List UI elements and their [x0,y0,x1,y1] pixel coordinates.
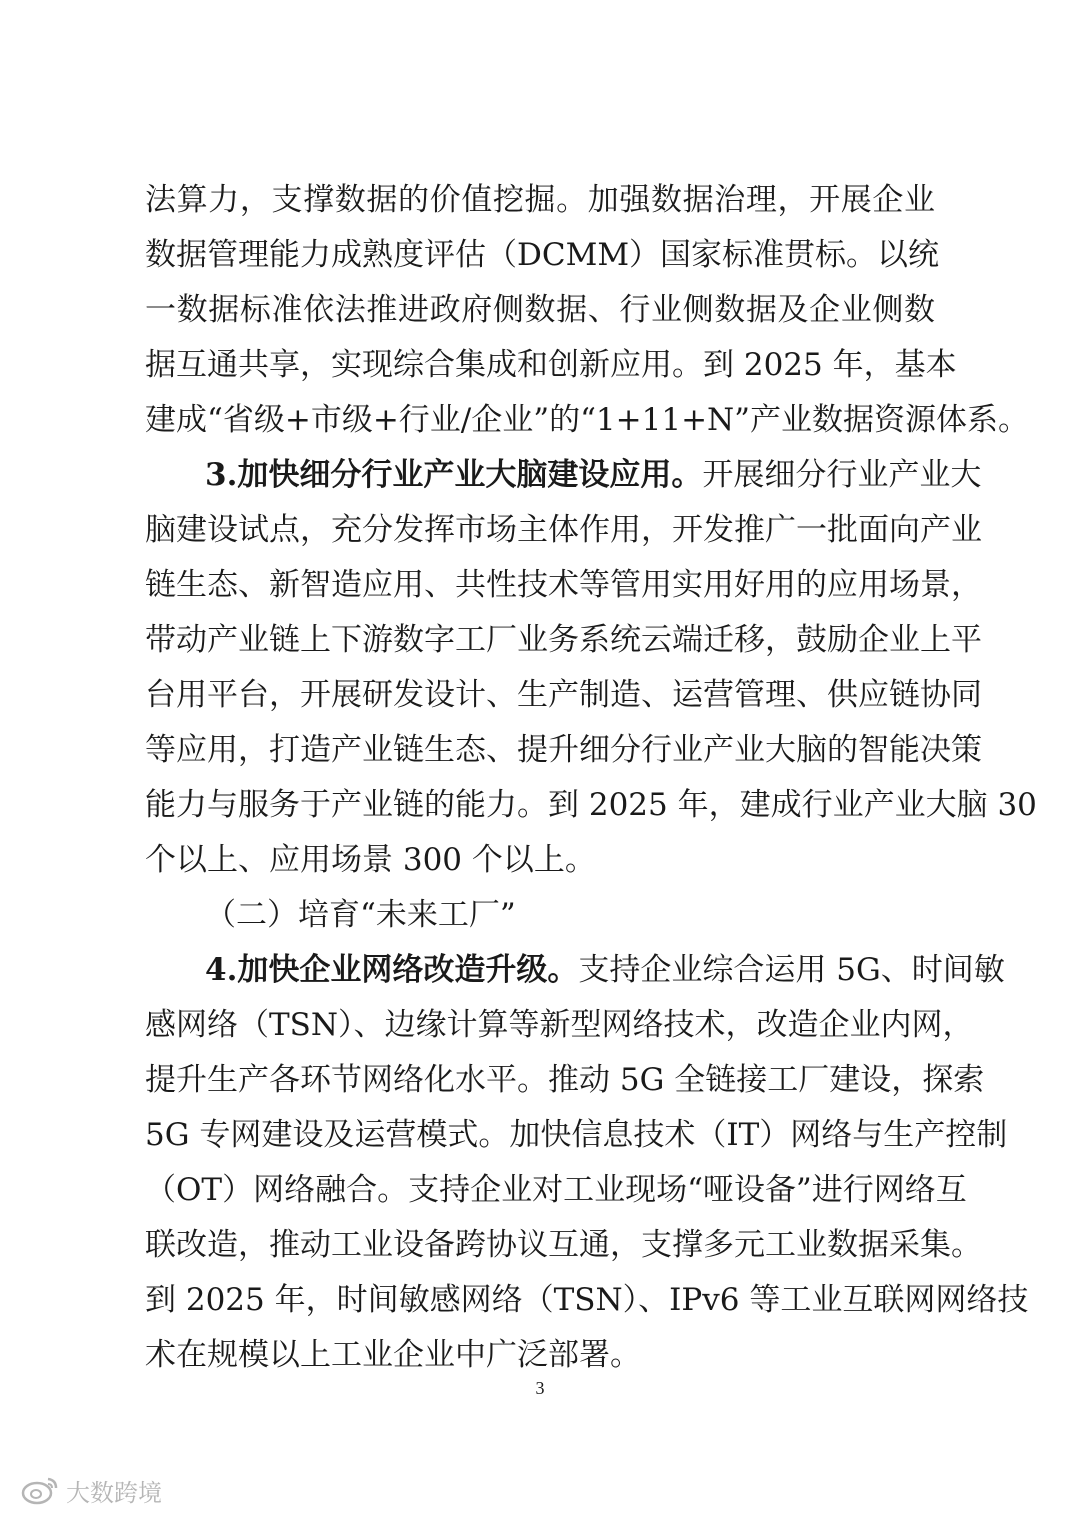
paragraph-line: 一数据标准依法推进政府侧数据、行业侧数据及企业侧数 [145,292,935,328]
item4-line: 术在规模以上工业企业中广泛部署。 [145,1337,641,1373]
item3-line: 能力与服务于产业链的能力。到 2025 年，建成行业产业大脑 30 [145,787,1037,823]
item3-title: 3.加快细分行业产业大脑建设应用。 [205,457,703,493]
item3-first-rest: 开展细分行业产业大 [702,457,982,493]
item4-title: 4.加快企业网络改造升级。 [205,952,579,988]
item4-line: （OT）网络融合。支持企业对工业现场“哑设备”进行网络互 [145,1172,967,1208]
item3-first-line [205,446,982,504]
item3-line: 脑建设试点，充分发挥市场主体作用，开发推广一批面向产业 [145,512,982,548]
item3-line: 等应用，打造产业链生态、提升细分行业产业大脑的智能决策 [145,732,982,768]
item3-line: 个以上、应用场景 300 个以上。 [145,842,596,878]
item4-line: 联改造，推动工业设备跨协议互通，支撑多元工业数据采集。 [145,1227,982,1263]
item4-first-rest: 支持企业综合运用 5G、时间敏 [578,952,1005,988]
watermark [20,1470,162,1510]
item3-line: 台用平台，开展研发设计、生产制造、运营管理、供应链协同 [145,677,982,713]
section-heading: （二）培育“未来工厂” [205,897,516,933]
paragraph-line: 建成“省级+市级+行业/企业”的“1+11+N”产业数据资源体系。 [145,402,1030,438]
weibo-logo-icon [20,1475,60,1505]
paragraph-line: 据互通共享，实现综合集成和创新应用。到 2025 年，基本 [145,347,957,383]
item4-line: 5G 专网建设及运营模式。加快信息技术（IT）网络与生产控制 [145,1117,1008,1153]
page-number: 3 [535,1378,545,1398]
item4-line: 提升生产各环节网络化水平。推动 5G 全链接工厂建设，探索 [145,1062,985,1098]
paragraph-line: 数据管理能力成熟度评估（DCMM）国家标准贯标。以统 [145,237,940,273]
item4-line: 到 2025 年，时间敏感网络（TSN）、IPv6 等工业互联网网络技 [145,1282,1029,1318]
paragraph-line: 法算力，支撑数据的价值挖掘。加强数据治理，开展企业 [145,182,935,218]
item3-line: 带动产业链上下游数字工厂业务系统云端迁移，鼓励企业上平 [145,622,982,658]
item4-first-line [205,941,1005,999]
item3-line: 链生态、新智造应用、共性技术等管用实用好用的应用场景， [145,567,982,603]
watermark-text: 大数跨境 [66,1478,162,1507]
item4-line: 感网络（TSN）、边缘计算等新型网络技术，改造企业内网， [145,1007,974,1043]
